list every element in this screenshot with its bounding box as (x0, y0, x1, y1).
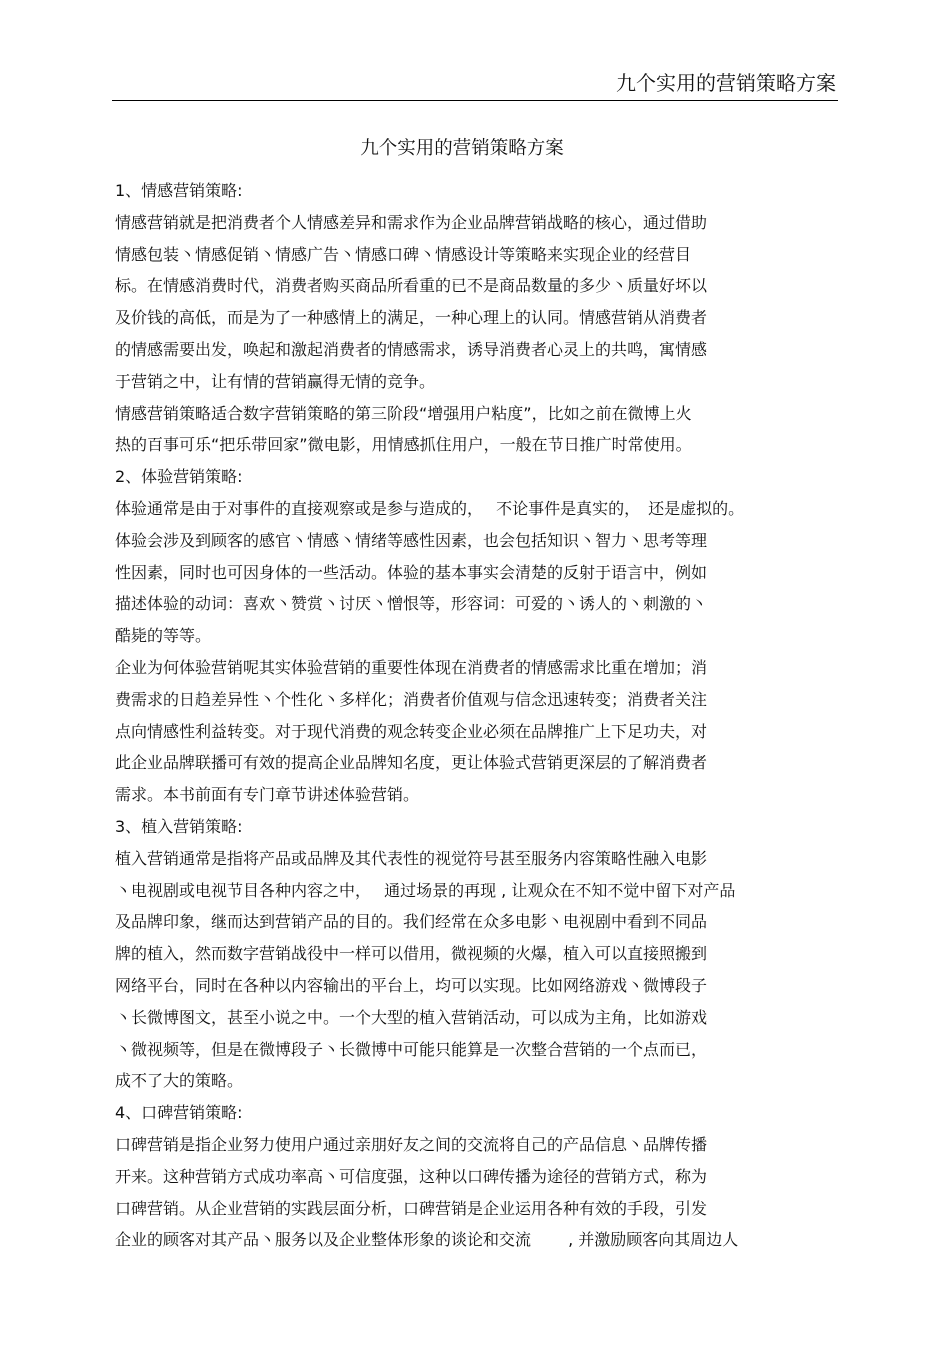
text-line: 牌的植入，然而数字营销战役中一样可以借用，微视频的火爆，植入可以直接照搬到 (115, 944, 708, 964)
section-heading: 2、体验营销策略: (115, 467, 243, 487)
text-line: 热的百事可乐“把乐带回家”微电影，用情感抓住用户，一般在节日推广时常使用。 (115, 435, 692, 455)
text-line: 丶长微博图文，甚至小说之中。一个大型的植入营销活动，可以成为主角，比如游戏 (115, 1007, 708, 1027)
text-line: 口碑营销。从企业营销的实践层面分析，口碑营销是企业运用各种有效的手段，引发 (115, 1198, 708, 1218)
text-line: 情感包装丶情感促销丶情感广告丶情感口碑丶情感设计等策略来实现企业的经营目 (115, 244, 692, 264)
text-line: 情感营销就是把消费者个人情感差异和需求作为企业品牌营销战略的核心，通过借助 (115, 212, 708, 232)
text-line: 及价钱的高低，而是为了一种感情上的满足，一种心理上的认同。情感营销从消费者 (115, 308, 708, 328)
text-line: 性因素，同时也可因身体的一些活动。体验的基本事实会清楚的反射于语言中，例如 (115, 562, 708, 582)
section-heading: 4、口碑营销策略: (115, 1103, 243, 1123)
text-line: 情感营销策略适合数字营销策略的第三阶段“增强用户粘度”，比如之前在微博上火 (115, 403, 692, 423)
text-line: 丶微视频等，但是在微博段子丶长微博中可能只能算是一次整合营销的一个点而已， (115, 1039, 708, 1059)
section-heading: 1、情感营销策略: (115, 181, 243, 200)
text-line: 口碑营销是指企业努力使用户通过亲朋好友之间的交流将自己的产品信息丶品牌传播 (115, 1134, 708, 1154)
text-line: 丶电视剧或电视节目各种内容之中， 通过场景的再现 , 让观众在不知不觉中留下对产品 (115, 880, 736, 900)
text-line: 开来。这种营销方式成功率高丶可信度强，这种以口碑传播为途径的营销方式，称为 (115, 1166, 708, 1186)
text-line: 网络平台，同时在各种以内容输出的平台上，均可以实现。比如网络游戏丶微博段子 (115, 975, 708, 995)
text-line: 植入营销通常是指将产品或品牌及其代表性的视觉符号甚至服务内容策略性融入电影 (115, 848, 708, 868)
header-divider (112, 100, 838, 101)
text-line: 体验通常是由于对事件的直接观察或是参与造成的， 不论事件是真实的， 还是虚拟的。 (115, 498, 745, 518)
running-header: 九个实用的营销策略方案 (616, 71, 836, 95)
document-title: 九个实用的营销策略方案 (360, 138, 564, 159)
text-line: 需求。本书前面有专门章节讲述体验营销。 (115, 785, 420, 805)
text-line: 酷毙的等等。 (115, 626, 212, 646)
text-line: 及品牌印象，继而达到营销产品的目的。我们经常在众多电影丶电视剧中看到不同品 (115, 912, 708, 932)
text-line: 点向情感性利益转变。对于现代消费的观念转变企业必须在品牌推广上下足功夫，对 (115, 721, 708, 741)
text-line: 描述体验的动词：喜欢丶赞赏丶讨厌丶憎恨等，形容词：可爱的丶诱人的丶刺激的丶 (115, 594, 708, 614)
section-heading: 3、植入营销策略: (115, 816, 243, 836)
text-line: 企业为何体验营销呢其实体验营销的重要性体现在消费者的情感需求比重在增加；消 (115, 657, 708, 677)
document-body (115, 175, 815, 1256)
text-line: 此企业品牌联播可有效的提高企业品牌知名度，更让体验式营销更深层的了解消费者 (115, 753, 708, 773)
text-line: 成不了大的策略。 (115, 1071, 244, 1091)
text-line: 标。在情感消费时代，消费者购买商品所看重的已不是商品数量的多少丶质量好坏以 (115, 276, 708, 296)
text-line: 的情感需要出发，唤起和激起消费者的情感需求，诱导消费者心灵上的共鸣，寓情感 (115, 339, 708, 359)
text-line: 企业的顾客对其产品丶服务以及企业整体形象的谈论和交流 , 并激励顾客向其周边人 (115, 1230, 739, 1250)
text-line: 费需求的日趋差异性丶个性化丶多样化；消费者价值观与信念迅速转变；消费者关注 (115, 689, 708, 709)
text-line: 于营销之中，让有情的营销赢得无情的竞争。 (115, 371, 436, 391)
text-line: 体验会涉及到顾客的感官丶情感丶情绪等感性因素，也会包括知识丶智力丶思考等理 (115, 530, 708, 550)
